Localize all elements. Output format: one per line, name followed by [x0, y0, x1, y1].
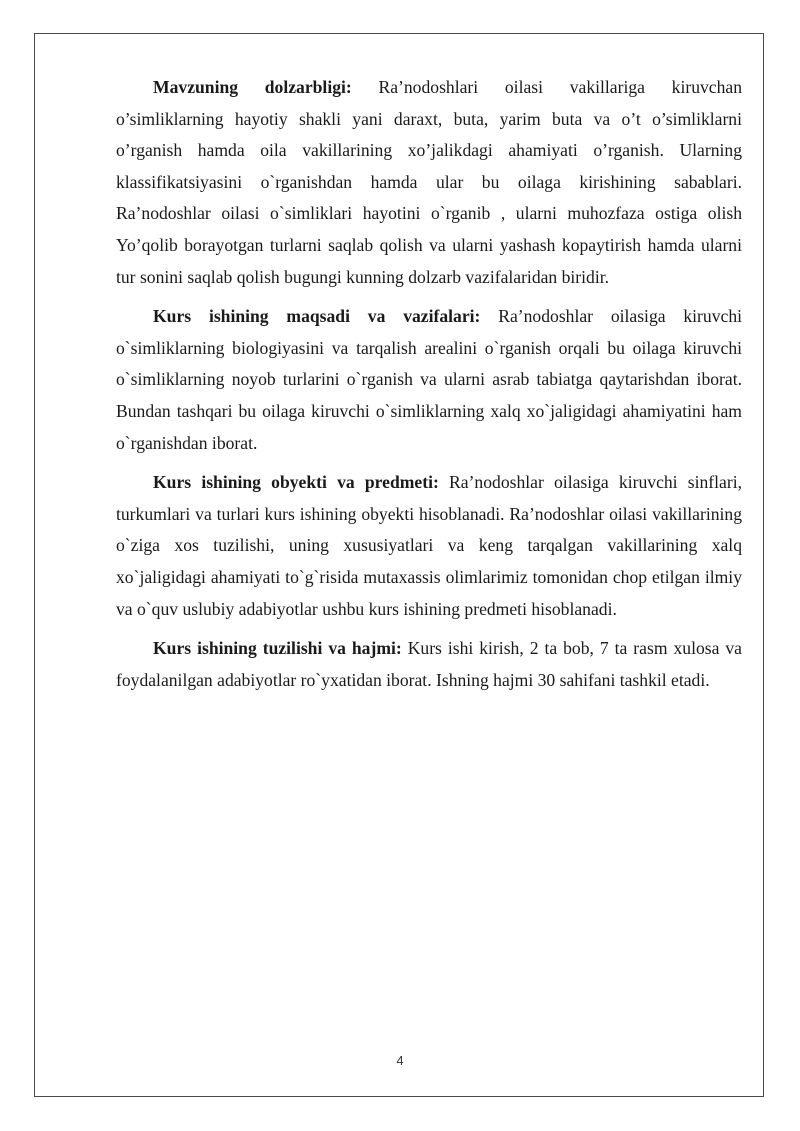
document-body [116, 72, 742, 704]
paragraph-heading: Kurs ishining maqsadi va vazifalari: [153, 306, 481, 327]
page-number: 4 [396, 1053, 404, 1068]
paragraph-text: Ra’nodoshlar oilasiga kiruvchi sinflari, turkumlari va turlari kurs ishining obyekti hisoblanadi. Ra’nodoshlar oilasi vakillarining o`ziga xos tuzilishi, uning xususiyatlari va keng tarqalgan vakillarining xalq xo`jaligidagi ahamiyati to`g`risida mutaxassis olimlarimiz tomonidan chop etilgan ilmiy va o`quv uslubiy adabiyotlar ushbu kurs ishining predmeti hisoblanadi. [116, 472, 742, 619]
paragraph-text: Kurs ishi kirish, 2 ta bob, 7 ta rasm xulosa va foydalanilgan adabiyotlar ro`yxatidan iborat. Ishning hajmi 30 sahifani tashkil etadi. [116, 638, 742, 690]
paragraph-object-subject [116, 467, 742, 625]
paragraph-text: Ra’nodoshlar oilasiga kiruvchi o`simliklarning biologiyasini va tarqalish arealini o`rganish orqali bu oilaga kiruvchi o`simliklarning noyob turlarini o`rganish va ularni asrab tabiatga qaytarishdan iborat. Bundan tashqari bu oilaga kiruvchi o`simliklarning xalq xo`jaligidagi ahamiyatini ham o`rganishdan iborat. [116, 306, 743, 453]
paragraph-heading: Mavzuning dolzarbligi: [153, 77, 352, 97]
paragraph-heading: Kurs ishining obyekti va predmeti: [153, 472, 439, 493]
paragraph-goals [116, 301, 742, 459]
paragraph-heading: Kurs ishining tuzilishi va hajmi: [153, 638, 402, 659]
paragraph-relevance [116, 72, 742, 293]
paragraph-text: Ra’nodoshlari oilasi vakillariga kiruvchan o’simliklarning hayotiy shakli yani daraxt, buta, yarim buta va o’t o’simliklarni o’rganish hamda oila vakillarining xo’jalikdagi ahamiyati o’rganish. Ularning klassifikatsiyasini o`rganishdan hamda ular bu oilaga kirishining sabablari. Ra’nodoshlar oilasi o`simliklari hayotini o`rganib , ularni muhozfaza ostiga olish Yo’qolib borayotgan turlarni saqlab qolish va ularni yashash kopaytirish hamda ularni tur sonini saqlab qolish bugungi kunning dolzarb vazifalaridan biridir. [116, 77, 743, 287]
paragraph-structure [116, 633, 742, 696]
